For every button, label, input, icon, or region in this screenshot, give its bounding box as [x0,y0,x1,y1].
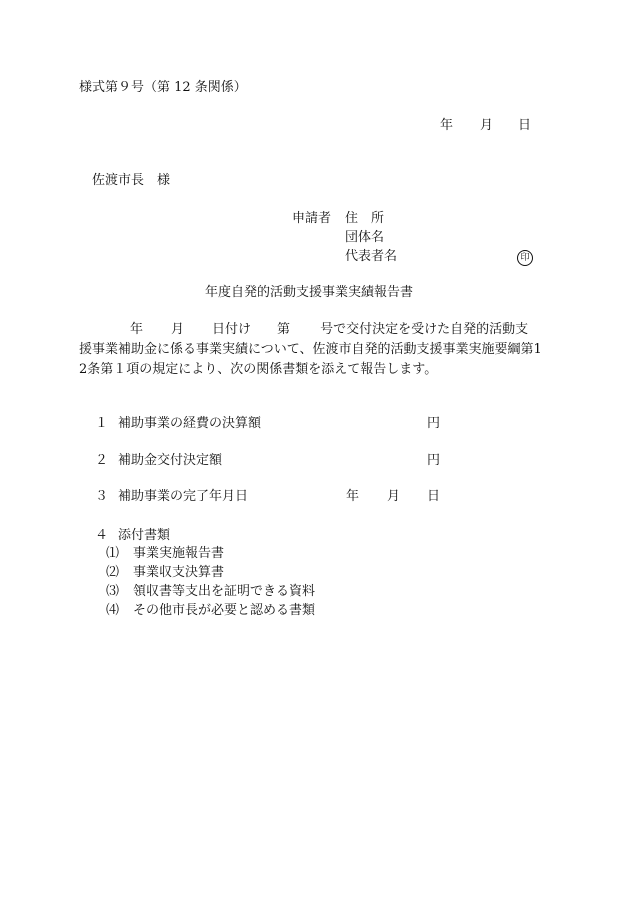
body-line-1 [79,320,559,340]
item-3-day: 日 [427,489,441,504]
body-line-3: 2条第１項の規定により、次の関係書類を添えて報告します。 [79,362,438,377]
body-line1-rest: 号で交付決定を受けた自発的活動支 [320,322,529,337]
item-3-number: ３ [95,489,109,504]
attachment-2-number: ⑵ [106,565,120,580]
item-1-number: １ [95,416,109,431]
body-day-suffix: 日付け [212,322,252,337]
item-1-unit: 円 [427,416,441,431]
attachment-4-number: ⑷ [106,603,120,618]
body-no-prefix: 第 [277,322,291,337]
seal-mark [517,249,533,266]
body-month: 月 [171,322,185,337]
addressee: 佐渡市長 様 [92,173,171,188]
form-label: 様式第９号（第 12 条関係） [79,80,247,95]
attachment-4-label: その他市長が必要と認める書類 [133,603,316,618]
rep-label: 代表者名 [345,249,398,264]
item-1-label: 補助事業の経費の決算額 [118,416,262,431]
date-year: 年 [440,118,454,133]
body-paragraph [79,320,559,380]
address-label: 住 所 [345,211,385,226]
applicant-label: 申請者 [292,211,332,226]
body-year: 年 [130,322,144,337]
seal-icon: 印 [517,250,533,266]
attachment-2-label: 事業収支決算書 [133,565,225,580]
item-3-label: 補助事業の完了年月日 [118,489,249,504]
attachment-3-number: ⑶ [106,584,120,599]
body-line-2: 援事業補助金に係る事業実績について、佐渡市自発的活動支援事業実施要綱第1 [79,342,542,357]
item-2-number: ２ [95,453,109,468]
item-4-label: 添付書類 [118,528,171,543]
attachment-3-label: 領収書等支出を証明できる資料 [133,584,316,599]
item-2-unit: 円 [427,453,441,468]
item-3-month: 月 [387,489,401,504]
attachment-1-label: 事業実施報告書 [133,546,225,561]
org-label: 団体名 [345,230,385,245]
attachment-1-number: ⑴ [106,546,120,561]
item-2-label: 補助金交付決定額 [118,453,223,468]
document-title: 年度自発的活動支援事業実績報告書 [205,285,414,300]
date-month: 月 [480,118,494,133]
date-day: 日 [518,118,532,133]
item-4-number: ４ [95,528,109,543]
item-3-year: 年 [346,489,360,504]
